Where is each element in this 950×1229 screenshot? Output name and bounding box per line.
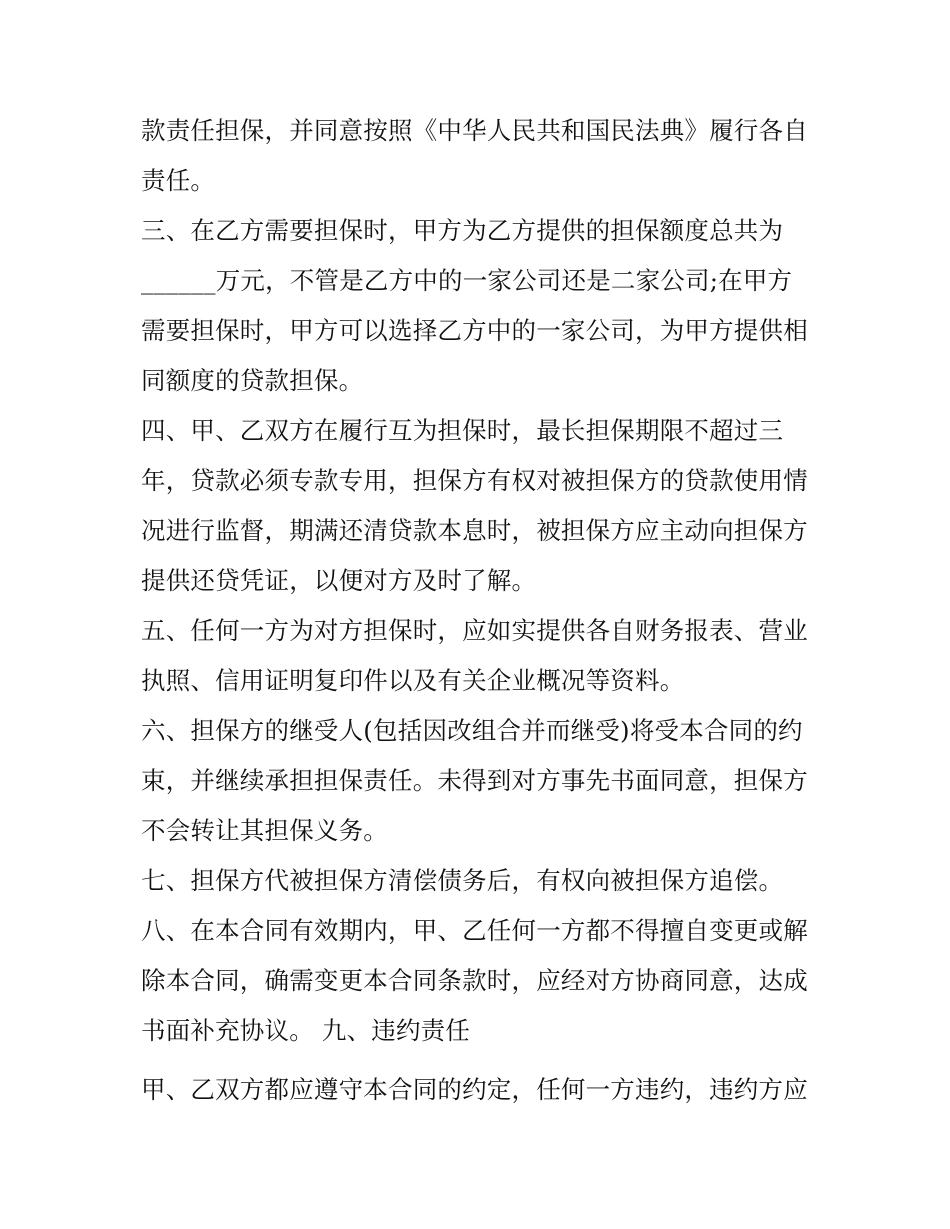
text-line: ______万元，不管是乙方中的一家公司还是二家公司;在甲方 bbox=[141, 266, 793, 295]
text-line: 责任。 bbox=[141, 166, 216, 195]
text-line: 执照、信用证明复印件以及有关企业概况等资料。 bbox=[141, 666, 685, 695]
text-line: 除本合同，确需变更本合同条款时，应经对方协商同意，达成 bbox=[141, 966, 808, 995]
text-line: 甲、乙双方都应遵守本合同的约定，任何一方违约，违约方应 bbox=[141, 1075, 808, 1104]
text-line: 同额度的贷款担保。 bbox=[141, 366, 364, 395]
text-line: 提供还贷凭证，以便对方及时了解。 bbox=[141, 566, 537, 595]
text-line: 年，贷款必须专款专用，担保方有权对被担保方的贷款使用情 bbox=[141, 466, 808, 495]
text-line: 三、在乙方需要担保时，甲方为乙方提供的担保额度总共为 bbox=[141, 216, 784, 245]
text-line: 需要担保时，甲方可以选择乙方中的一家公司，为甲方提供相 bbox=[141, 316, 808, 345]
text-line: 五、任何一方为对方担保时，应如实提供各自财务报表、营业 bbox=[141, 616, 808, 645]
text-line: 款责任担保，并同意按照《中华人民共和国民法典》履行各自 bbox=[141, 116, 808, 145]
text-line: 不会转让其担保义务。 bbox=[141, 816, 388, 845]
text-line: 七、担保方代被担保方清偿债务后，有权向被担保方追偿。 bbox=[141, 866, 784, 895]
text-line: 束，并继续承担担保责任。未得到对方事先书面同意，担保方 bbox=[141, 766, 808, 795]
text-line: 书面补充协议。 九、违约责任 bbox=[141, 1016, 471, 1045]
text-line: 四、甲、乙双方在履行互为担保时，最长担保期限不超过三 bbox=[141, 416, 784, 445]
text-line: 况进行监督，期满还清贷款本息时，被担保方应主动向担保方 bbox=[141, 516, 808, 545]
text-line: 六、担保方的继受人(包括因改组合并而继受)将受本合同的约 bbox=[141, 716, 803, 745]
text-line: 八、在本合同有效期内，甲、乙任何一方都不得擅自变更或解 bbox=[141, 916, 808, 945]
